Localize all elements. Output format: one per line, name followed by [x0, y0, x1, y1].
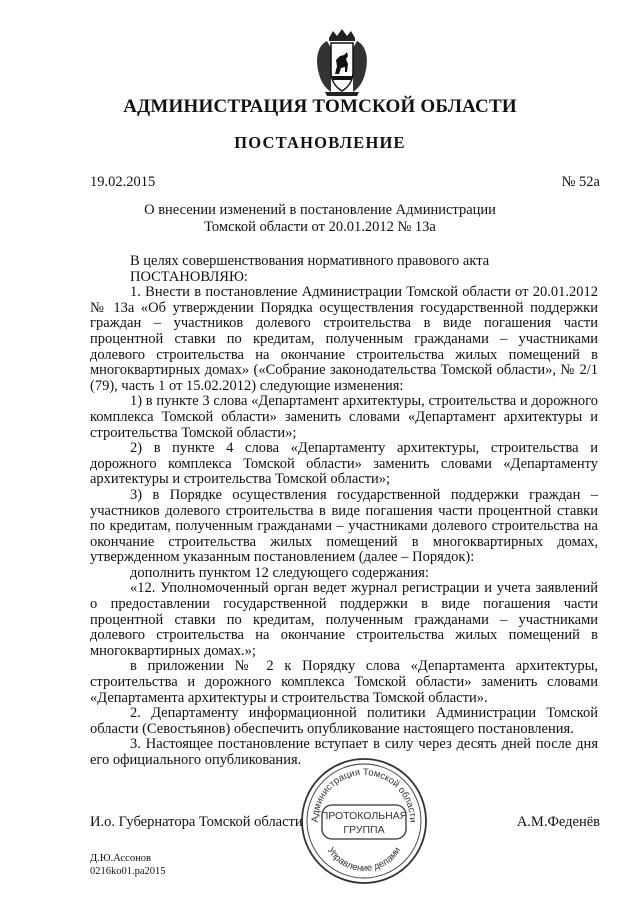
paragraph-1-item-2: 2) в пункте 4 слова «Департаменту архитектуры, строительства и дорожного комплекса Томской области» заменить словами «Департаменту архитектуры и строительства Томской области»; [90, 440, 598, 488]
paragraph-3: 3. Настоящее постановление вступает в силу через десять дней после дня его официального опубликования. [90, 736, 598, 768]
coat-of-arms-emblem [311, 28, 373, 98]
document-date: 19.02.2015 [90, 174, 156, 190]
paragraph-point-12: «12. Уполномоченный орган ведет журнал регистрации и учета заявлений о предоставлении государственной поддержки в виде погашения части процентной ставки по кредитам, полученным гражданами – участниками долевого строительства на окончание строительства жилых помещений в многоквартирных домах.»; [90, 580, 598, 659]
subject-line-1: О внесении изменений в постановление Администрации [144, 202, 496, 218]
resolution-word: ПОСТАНОВЛЯЮ: [130, 268, 248, 285]
stamp-center-line-2: ГРУППА [343, 824, 385, 836]
executor-name: Д.Ю.Ассонов [90, 853, 151, 864]
stamp-center-line-1: ПРОТОКОЛЬНАЯ [320, 810, 408, 822]
paragraph-appendix: в приложении № 2 к Порядку слова «Департамента архитектуры, строительства и дорожного комплекса Томской области» заменить словами «Департамента архитектуры и строительства Томской области». [90, 658, 598, 706]
paragraph-1: 1. Внести в постановление Администрации Томской области от 20.01.2012 № 13а «Об утверждении Порядка осуществления государственной поддержки граждан – участников долевого строительства в виде погашения части процентной ставки по кредитам, полученным гражданами – участниками долевого строительства на окончание строительства жилых помещений в многоквартирных домах» («Собрание законодательства Томской области», № 2/1 (79), часть 1 от 15.02.2012) следующие изменения: [90, 284, 598, 394]
subject-line-2: Томской области от 20.01.2012 № 13а [204, 218, 436, 235]
stamp-top-text: Администрация Томской области [309, 766, 419, 823]
paragraph-addition: дополнить пунктом 12 следующего содержания: [130, 564, 429, 581]
round-stamp [298, 755, 430, 887]
organization-title: АДМИНИСТРАЦИЯ ТОМСКОЙ ОБЛАСТИ [123, 96, 517, 117]
paragraph-1-item-1: 1) в пункте 3 слова «Департамент архитектуры, строительства и дорожного комплекса Томской области» заменить словами «Департамент архитектуры и строительства Томской области»; [90, 393, 598, 441]
document-number: № 52а [561, 174, 600, 190]
document-type: ПОСТАНОВЛЕНИЕ [234, 133, 406, 152]
paragraph-1-item-3: 3) в Порядке осуществления государственной поддержки граждан – участников долевого строительства в виде погашения части процентной ставки по кредитам, полученным гражданами – участниками долевого строительства на окончание строительства жилых помещений в многоквартирных домах, утвержденном указанным постановлением (далее – Порядок): [90, 486, 598, 566]
preamble: В целях совершенствования нормативного правового акта [130, 253, 490, 269]
paragraph-2: 2. Департаменту информационной политики Администрации Томской области (Севостьянов) обеспечить опубликование настоящего постановления. [90, 705, 598, 737]
document-subject [0, 202, 640, 235]
document-body [90, 254, 598, 769]
stamp-bottom-text: Управление делами [324, 845, 404, 875]
file-code: 0216ko01.pa2015 [90, 866, 166, 877]
signatory-title: И.о. Губернатора Томской области [90, 814, 303, 830]
signatory-name: А.М.Феденёв [516, 814, 600, 830]
